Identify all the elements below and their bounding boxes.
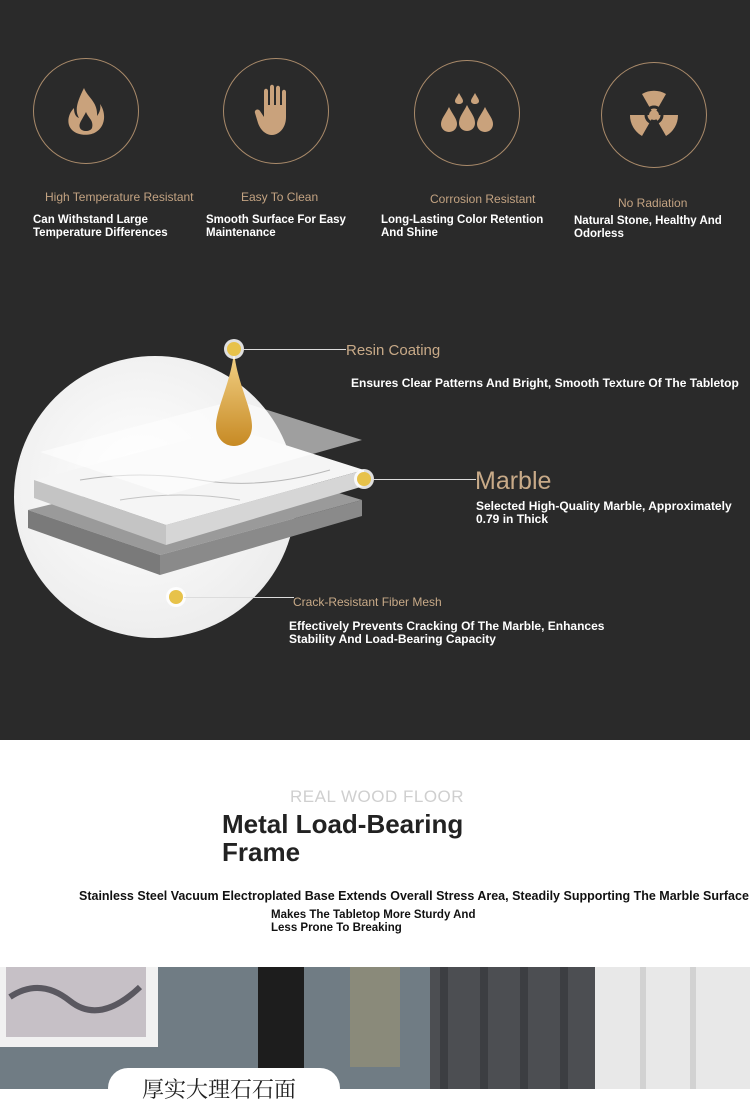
feature-title: Easy To Clean bbox=[241, 190, 319, 204]
section-heading-line2: Frame bbox=[222, 837, 301, 867]
resin-marker bbox=[227, 342, 241, 356]
room-photo bbox=[0, 967, 750, 1089]
feature-title: Corrosion Resistant bbox=[430, 192, 536, 206]
mesh-connector bbox=[184, 597, 294, 598]
hand-icon bbox=[254, 83, 298, 139]
feature-circle-drops bbox=[414, 60, 520, 166]
water-drops-icon bbox=[437, 93, 497, 133]
feature-desc: Can Withstand Large Temperature Differences bbox=[33, 214, 168, 239]
feature-circle-hand bbox=[223, 58, 329, 164]
radiation-icon bbox=[628, 89, 680, 141]
feature-desc: Natural Stone, Healthy And Odorless bbox=[574, 215, 722, 240]
feature-desc: Smooth Surface For Easy Maintenance bbox=[206, 214, 346, 239]
mesh-desc: Effectively Prevents Cracking Of The Marble, Enhances Stability And Load-Bearing Capacity bbox=[289, 619, 605, 646]
fire-icon bbox=[64, 86, 108, 136]
feature-circle-fire bbox=[33, 58, 139, 164]
feature-circle-radiation bbox=[601, 62, 707, 168]
mesh-title: Crack-Resistant Fiber Mesh bbox=[293, 595, 442, 609]
marble-connector bbox=[372, 479, 476, 480]
frame-subdesc: Makes The Tabletop More Sturdy And Less Prone To Breaking bbox=[271, 909, 476, 934]
marble-desc: Selected High-Quality Marble, Approximately 0.79 in Thick bbox=[476, 499, 732, 526]
frame-desc: Stainless Steel Vacuum Electroplated Base Extends Overall Stress Area, Steadily Supporting The Marble Surface bbox=[79, 889, 749, 903]
mesh-marker bbox=[169, 590, 183, 604]
resin-connector bbox=[242, 349, 346, 350]
feature-desc: Long-Lasting Color Retention And Shine bbox=[381, 214, 544, 239]
resin-desc: Ensures Clear Patterns And Bright, Smooth Texture Of The Tabletop bbox=[351, 376, 739, 390]
resin-title: Resin Coating bbox=[346, 342, 441, 359]
feature-title: High Temperature Resistant bbox=[45, 190, 194, 204]
room-photo-art bbox=[0, 967, 750, 1089]
marble-title: Marble bbox=[475, 467, 552, 495]
banner-pill bbox=[108, 1068, 340, 1108]
section-heading-line1: Metal Load-Bearing bbox=[222, 809, 464, 839]
marble-marker bbox=[357, 472, 371, 486]
feature-title: No Radiation bbox=[618, 196, 688, 210]
ghost-label: REAL WOOD FLOOR bbox=[290, 787, 465, 806]
banner-label: 厚实大理石石面 bbox=[142, 1078, 297, 1103]
